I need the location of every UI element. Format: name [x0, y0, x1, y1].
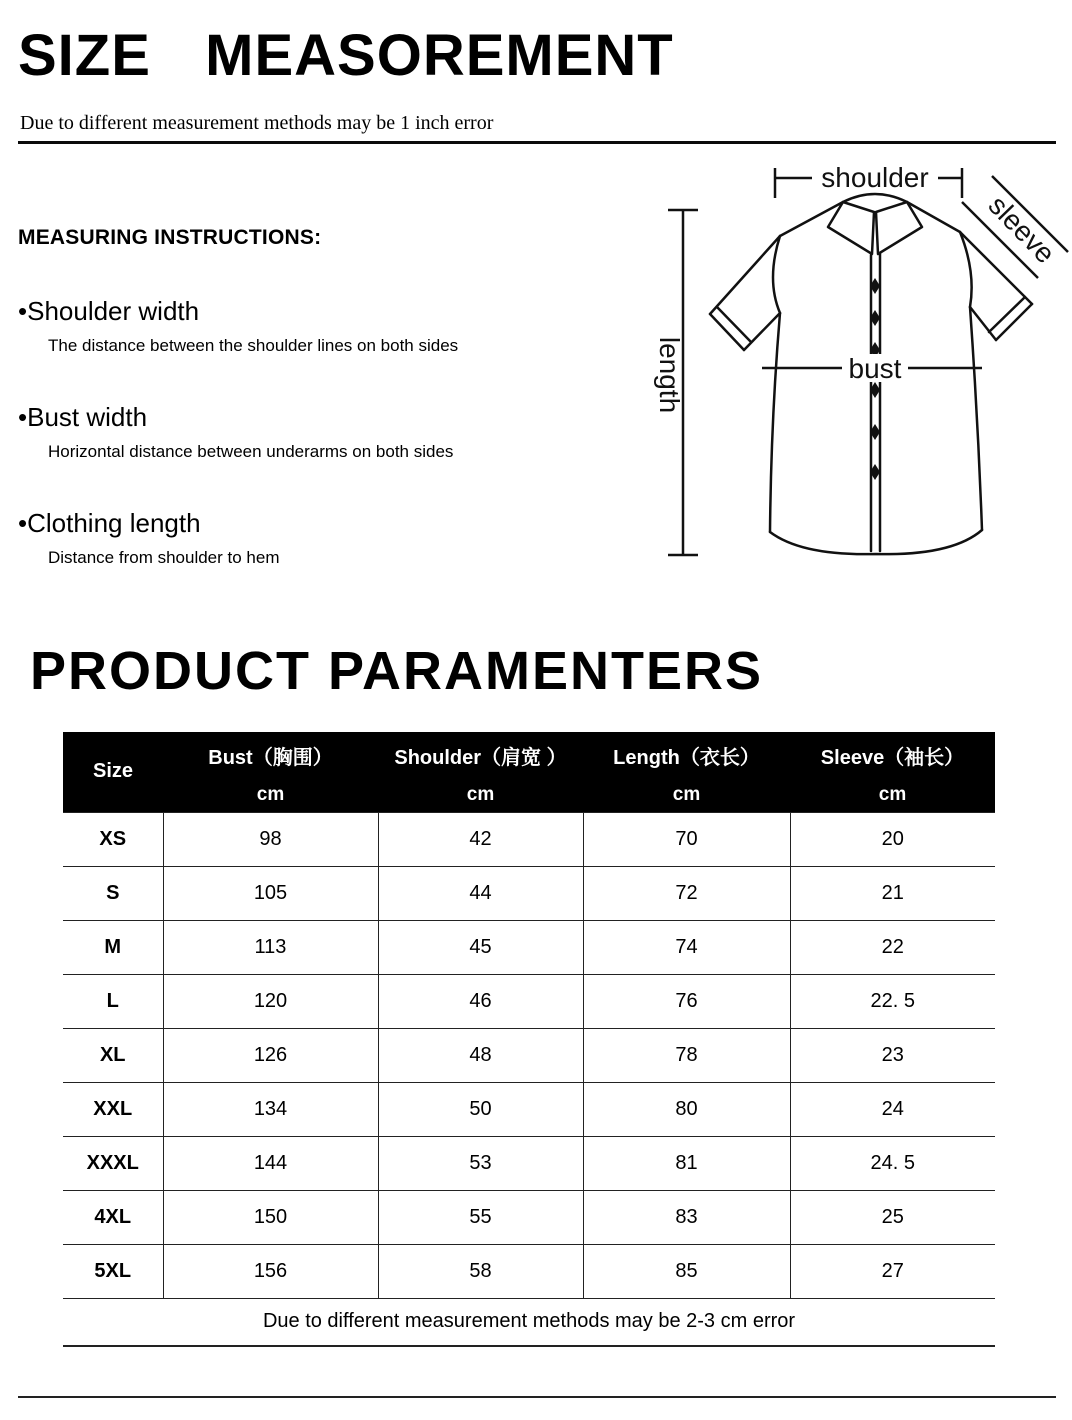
length-cell: 78: [583, 1028, 790, 1082]
length-cell: 80: [583, 1082, 790, 1136]
shoulder-cell: 45: [378, 920, 583, 974]
shirt-left-side: [770, 313, 780, 532]
instruction-item-length: [18, 508, 628, 568]
bust-cell: 134: [163, 1082, 378, 1136]
sleeve-cell: 27: [790, 1244, 995, 1298]
shirt-hem: [770, 530, 982, 554]
shoulder-cell: 46: [378, 974, 583, 1028]
table-row-l: [63, 974, 995, 1028]
header-row-units: [63, 778, 995, 812]
shirt-right-side: [970, 307, 982, 530]
shirt-right-underarm: [970, 307, 996, 340]
shirt-left-cuff: [710, 314, 744, 350]
shirt-left-sleeve-outer: [710, 236, 780, 314]
size-table-header: [63, 732, 995, 812]
sleeve-cell: 21: [790, 866, 995, 920]
size-cell: 5XL: [63, 1244, 163, 1298]
table-row-4xl: [63, 1190, 995, 1244]
col-header-size: Size: [63, 732, 163, 812]
length-cell: 81: [583, 1136, 790, 1190]
instruction-desc: Distance from shoulder to hem: [48, 548, 280, 567]
bust-cell: 98: [163, 812, 378, 866]
sleeve-label: sleeve: [982, 189, 1062, 270]
product-parameters-heading: PRODUCT PARAMENTERS: [30, 641, 764, 701]
sleeve-cell: 24. 5: [790, 1136, 995, 1190]
instruction-desc: The distance between the shoulder lines on both sides: [48, 336, 459, 355]
shirt-left-cuff-stitch: [717, 307, 751, 342]
shoulder-cell: 55: [378, 1190, 583, 1244]
bust-cell: 120: [163, 974, 378, 1028]
col-header-bust: Bust（胸围）: [163, 732, 378, 778]
instruction-desc: Horizontal distance between underarms on both sides: [48, 442, 454, 461]
table-footnote-row: [63, 1298, 995, 1346]
sleeve-cell: 22: [790, 920, 995, 974]
unit-cell: cm: [583, 778, 790, 812]
col-header-length: Length（衣长）: [583, 732, 790, 778]
shoulder-cell: 58: [378, 1244, 583, 1298]
length-label: length: [654, 336, 685, 414]
sleeve-cell: 23: [790, 1028, 995, 1082]
table-row-xl: [63, 1028, 995, 1082]
instruction-item-shoulder: [18, 296, 628, 356]
size-table-container: [63, 732, 995, 1347]
size-cell: L: [63, 974, 163, 1028]
instruction-item-bust: [18, 402, 628, 462]
col-header-sleeve: Sleeve（袖长）: [790, 732, 995, 778]
table-footnote: Due to different measurement methods may be 2-3 cm error: [63, 1298, 995, 1346]
divider-bottom: [18, 1396, 1056, 1398]
shoulder-label: shoulder: [821, 162, 929, 193]
bust-cell: 144: [163, 1136, 378, 1190]
instruction-title: •Bust width: [18, 402, 148, 432]
table-row-5xl: [63, 1244, 995, 1298]
length-cell: 83: [583, 1190, 790, 1244]
shoulder-cell: 42: [378, 812, 583, 866]
bust-cell: 113: [163, 920, 378, 974]
bust-label: bust: [848, 353, 902, 384]
length-cell: 85: [583, 1244, 790, 1298]
sleeve-cell: 22. 5: [790, 974, 995, 1028]
length-cell: 76: [583, 974, 790, 1028]
shirt-collar-left-flap: [828, 202, 874, 254]
size-table-body: [63, 812, 995, 1346]
size-table: [63, 732, 995, 1347]
table-row-m: [63, 920, 995, 974]
size-cell: XXXL: [63, 1136, 163, 1190]
unit-cell: cm: [790, 778, 995, 812]
bust-cell: 150: [163, 1190, 378, 1244]
sleeve-cell: 25: [790, 1190, 995, 1244]
shoulder-cell: 44: [378, 866, 583, 920]
bust-cell: 105: [163, 866, 378, 920]
shirt-left-underarm: [744, 313, 780, 350]
bust-cell: 156: [163, 1244, 378, 1298]
length-cell: 72: [583, 866, 790, 920]
size-cell: XL: [63, 1028, 163, 1082]
length-cell: 74: [583, 920, 790, 974]
size-cell: M: [63, 920, 163, 974]
table-row-xxl: [63, 1082, 995, 1136]
table-row-xs: [63, 812, 995, 866]
bust-cell: 126: [163, 1028, 378, 1082]
size-cell: 4XL: [63, 1190, 163, 1244]
shirt-measurement-diagram: [640, 140, 1072, 610]
instructions-heading: MEASURING INSTRUCTIONS:: [18, 226, 322, 249]
page-subtitle: Due to different measurement methods may be 1 inch error: [20, 112, 494, 134]
shoulder-cell: 50: [378, 1082, 583, 1136]
unit-cell: cm: [163, 778, 378, 812]
page-title: SIZE MEASOREMENT: [18, 23, 674, 88]
length-cell: 70: [583, 812, 790, 866]
size-cell: XS: [63, 812, 163, 866]
col-header-shoulder: Shoulder（肩宽 ）: [378, 732, 583, 778]
size-cell: XXL: [63, 1082, 163, 1136]
table-row-xxxl: [63, 1136, 995, 1190]
measuring-instructions: [18, 226, 628, 568]
header-row-labels: [63, 732, 995, 778]
table-row-s: [63, 866, 995, 920]
shoulder-cell: 53: [378, 1136, 583, 1190]
instruction-title: •Clothing length: [18, 508, 201, 538]
sleeve-cell: 20: [790, 812, 995, 866]
shirt-collar-right-flap: [876, 202, 922, 254]
shirt-collar-band: [843, 194, 907, 202]
sleeve-cell: 24: [790, 1082, 995, 1136]
shoulder-cell: 48: [378, 1028, 583, 1082]
shirt-right-cuff-stitch: [989, 297, 1025, 332]
unit-cell: cm: [378, 778, 583, 812]
shirt-diagram-svg: [640, 140, 1072, 610]
size-cell: S: [63, 866, 163, 920]
instruction-title: •Shoulder width: [18, 296, 200, 326]
shirt-left-armhole: [773, 236, 780, 313]
